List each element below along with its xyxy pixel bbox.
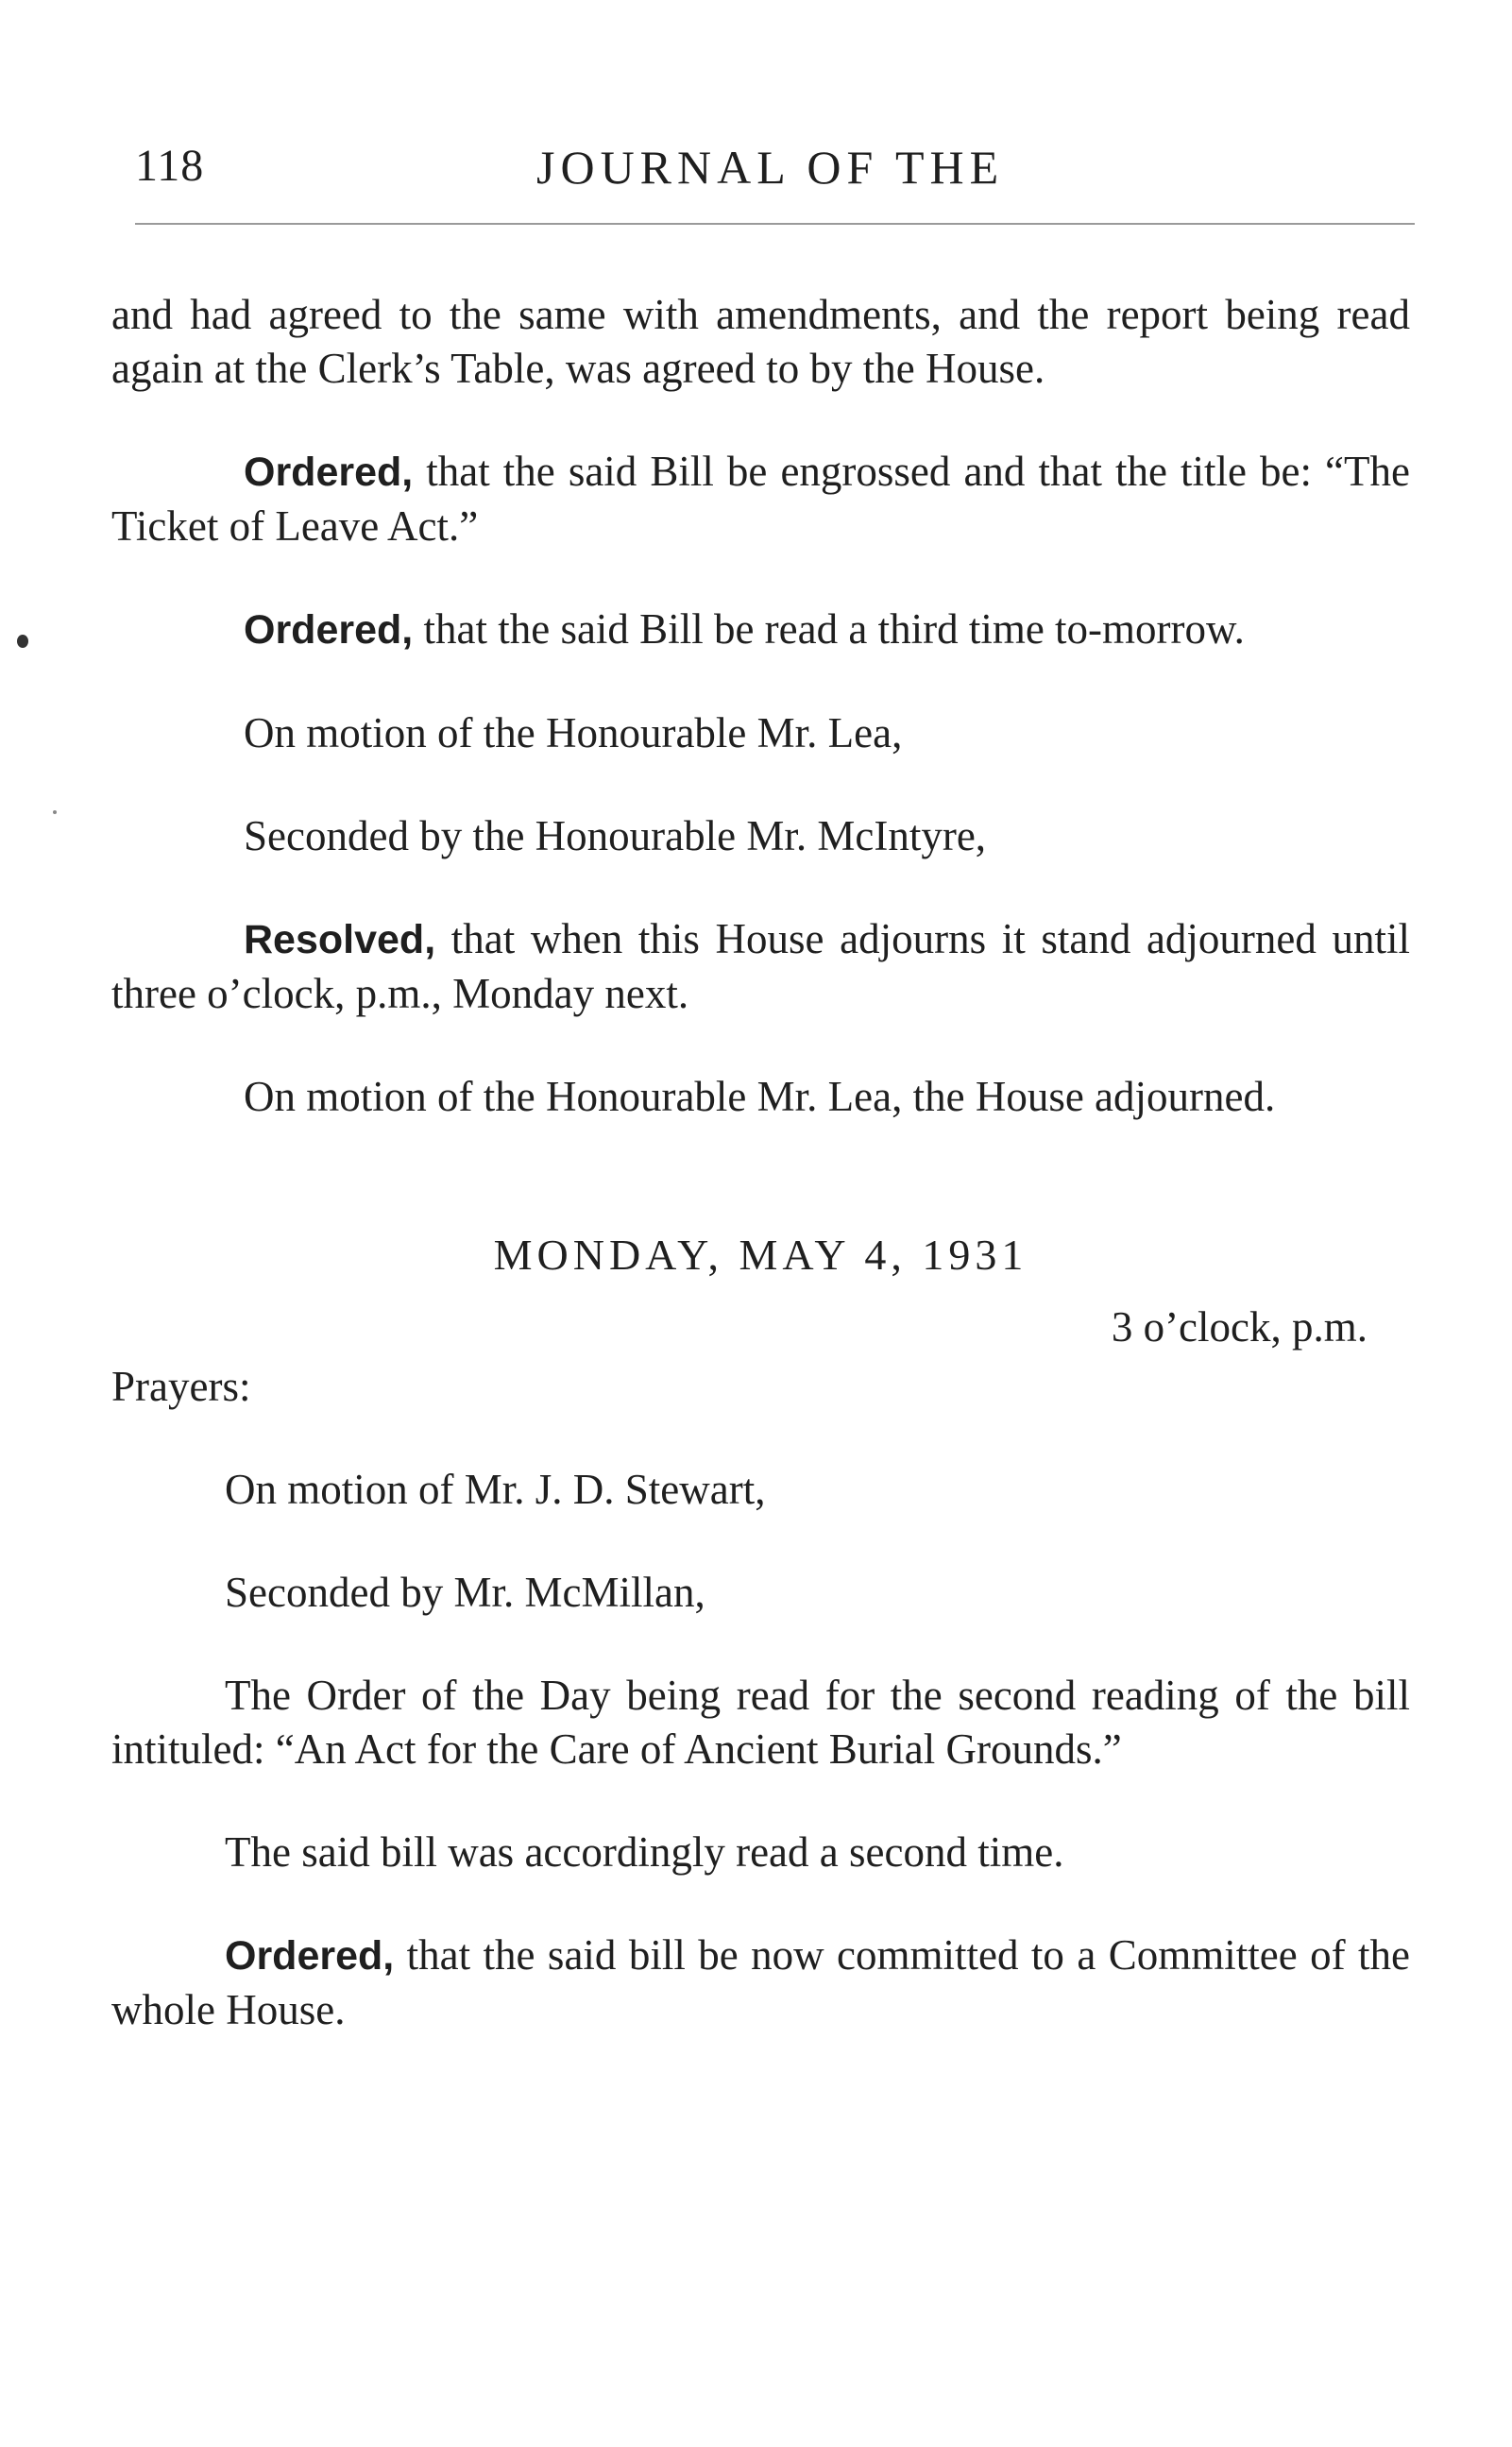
header-rule <box>135 223 1415 225</box>
paragraph-ordered-third-reading <box>111 603 1410 657</box>
paragraph-adjourned: On motion of the Honourable Mr. Lea, the House adjourned. <box>244 1073 1276 1120</box>
paragraph-resolved <box>111 912 1410 1021</box>
journal-body <box>111 288 1410 2086</box>
ink-speck <box>17 635 28 648</box>
sitting-time: 3 o’clock, p.m. <box>1111 1303 1368 1351</box>
paragraph-text: that the said Bill be engrossed and that the title be: “The Ticket of Leave Act.” <box>111 448 1410 550</box>
running-head: JOURNAL OF THE <box>536 141 1005 194</box>
paragraph-second-reading: The said bill was accordingly read a second time. <box>225 1828 1064 1876</box>
ink-speck <box>53 810 57 814</box>
ordered-keyword: Ordered, <box>225 1933 395 1979</box>
paragraph-text: that when this House adjourns it stand adjourned until three o’clock, p.m., Monday next. <box>111 915 1410 1017</box>
prayers-label: Prayers: <box>111 1363 251 1410</box>
page-number: 118 <box>135 141 205 191</box>
paragraph-ordered-engrossed <box>111 445 1410 553</box>
paragraph-ordered-committee <box>111 1929 1410 2037</box>
paragraph-order-of-day: The Order of the Day being read for the second reading of the bill intituled: “An Act for the Care of Ancient Burial Grounds.” <box>111 1672 1410 1773</box>
paragraph-text: that the said bill be now committed to a Committee of the whole House. <box>111 1931 1410 2033</box>
ordered-keyword: Ordered, <box>244 607 414 653</box>
paragraph-seconded: Seconded by Mr. McMillan, <box>225 1569 705 1616</box>
ordered-keyword: Ordered, <box>244 450 414 495</box>
paragraph-seconded: Seconded by the Honourable Mr. McIntyre, <box>244 812 987 859</box>
paragraph-motion: On motion of Mr. J. D. Stewart, <box>225 1466 766 1513</box>
paragraph-report-agreed: and had agreed to the same with amendments, and the report being read again at the Clerk’s Table, was agreed to by the House. <box>111 291 1410 392</box>
page-header <box>135 140 1415 215</box>
paragraph-text: that the said Bill be read a third time to-morrow. <box>413 605 1245 653</box>
date-heading: MONDAY, MAY 4, 1931 <box>493 1231 1028 1279</box>
resolved-keyword: Resolved, <box>244 917 436 962</box>
paragraph-motion: On motion of the Honourable Mr. Lea, <box>244 709 903 756</box>
